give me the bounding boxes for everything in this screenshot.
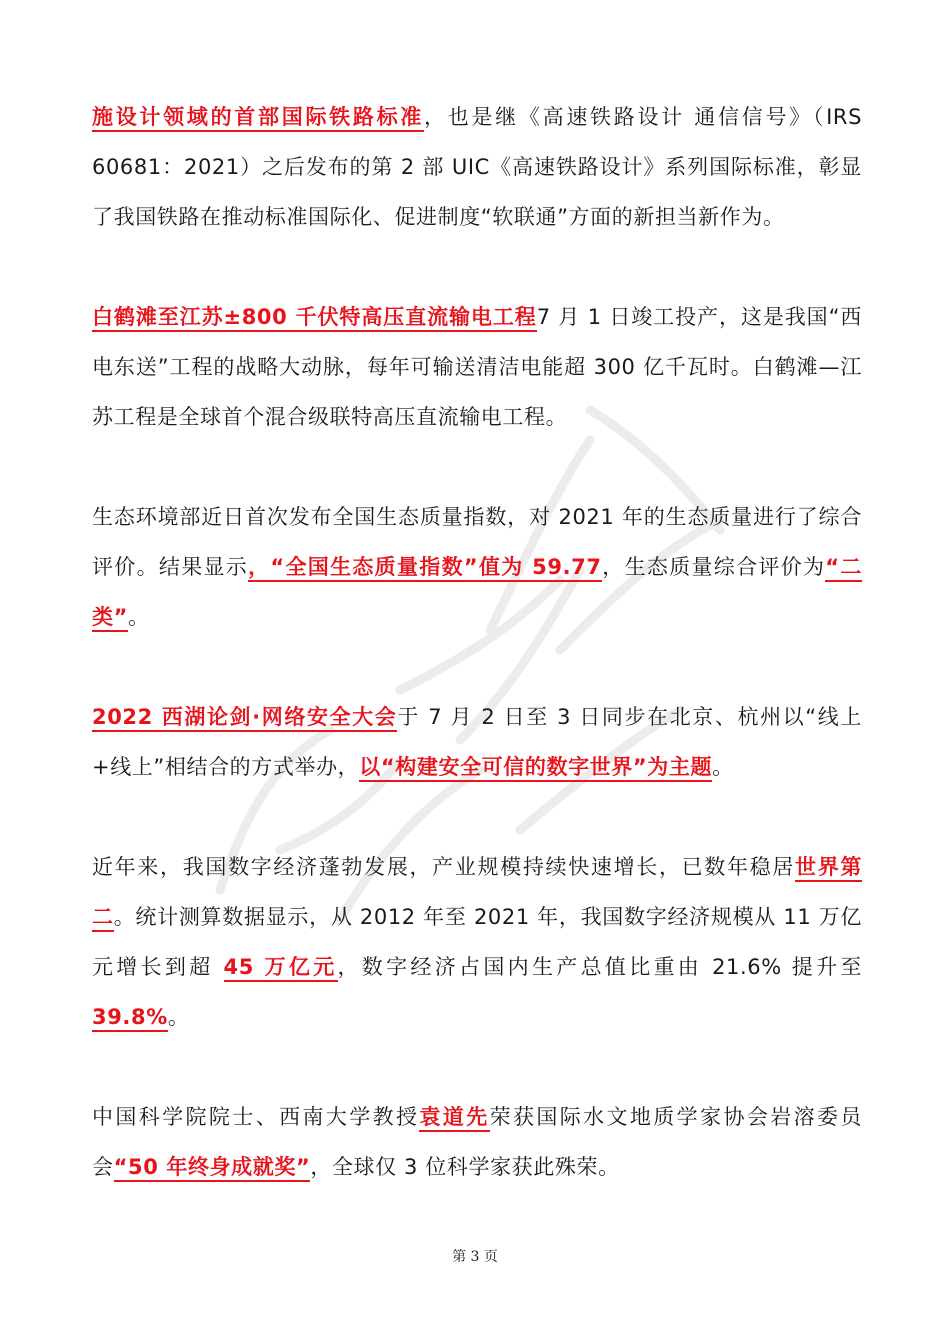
body-text: ，数字经济占国内生产总值比重由 21.6% 提升至 [337, 955, 863, 979]
body-text: 于 7 月 2 日至 3 日同步在北京、杭州以“线上+线上”相结合的方式举办， [92, 705, 862, 779]
body-text: 。统计测算数据显示，从 2012 年至 2021 年，我国数字经济规模从 11 万亿元增长到超 [92, 905, 862, 979]
highlight-text: 2022 西湖论剑·网络安全大会 [92, 705, 397, 732]
highlight-text: “二类” [92, 555, 862, 632]
highlight-text: 以“构建安全可信的数字世界”为主题 [359, 755, 712, 782]
body-text: ，也是继《高速铁路设计 通信信号》（IRS 60681：2021）之后发布的第 2 部 UIC《高速铁路设计》系列国际标准，彰显了我国铁路在推动标准国际化、促进制度“软联通”方面的新担当新作为。 [92, 105, 863, 229]
paragraph-baihetan [92, 292, 862, 442]
body-text: 近年来，我国数字经济蓬勃发展，产业规模持续快速增长，已数年稳居 [92, 855, 796, 879]
body-text: 生态环境部近日首次发布全国生态质量指数，对 2021 年的生态质量进行了综合评价。结果显示 [92, 505, 862, 579]
body-text: 荣获国际水文地质学家协会岩溶委员会 [92, 1105, 862, 1179]
body-text: ，生态质量综合评价为 [601, 555, 826, 579]
body-text: 。 [167, 1005, 190, 1029]
paragraph-yuan-daoxian [92, 1092, 862, 1192]
highlight-text: “50 年终身成就奖” [114, 1155, 311, 1182]
highlight-text: 世界第二 [92, 855, 862, 932]
body-text: 7 月 1 日竣工投产，这是我国“西电东送”工程的战略大动脉，每年可输送清洁电能超 300 亿千瓦时。白鹤滩—江苏工程是全球首个混合级联特高压直流输电工程。 [92, 305, 862, 429]
paragraph-westlake-cyber [92, 692, 862, 792]
body-text: 。 [712, 755, 734, 779]
paragraph-ecology-index [92, 492, 862, 642]
highlight-text: 39.8% [92, 1005, 168, 1032]
body-text: 中国科学院院士、西南大学教授 [92, 1105, 420, 1129]
highlight-text: ，“全国生态质量指数”值为 59.77 [248, 555, 602, 582]
page-number: 第 3 页 [452, 1249, 498, 1265]
highlight-text: 施设计领域的首部国际铁路标准 [92, 105, 424, 132]
body-text: 。 [128, 605, 150, 629]
paragraph-digital-economy [92, 842, 862, 1042]
highlight-text: 白鹤滩至江苏±800 千伏特高压直流输电工程 [92, 305, 537, 332]
body-text: ，全球仅 3 位科学家获此殊荣。 [310, 1155, 620, 1179]
page-body [92, 92, 862, 1242]
highlight-text: 45 万亿元 [224, 955, 338, 982]
paragraph-railway-standard [92, 92, 862, 242]
highlight-text: 袁道先 [419, 1105, 489, 1132]
